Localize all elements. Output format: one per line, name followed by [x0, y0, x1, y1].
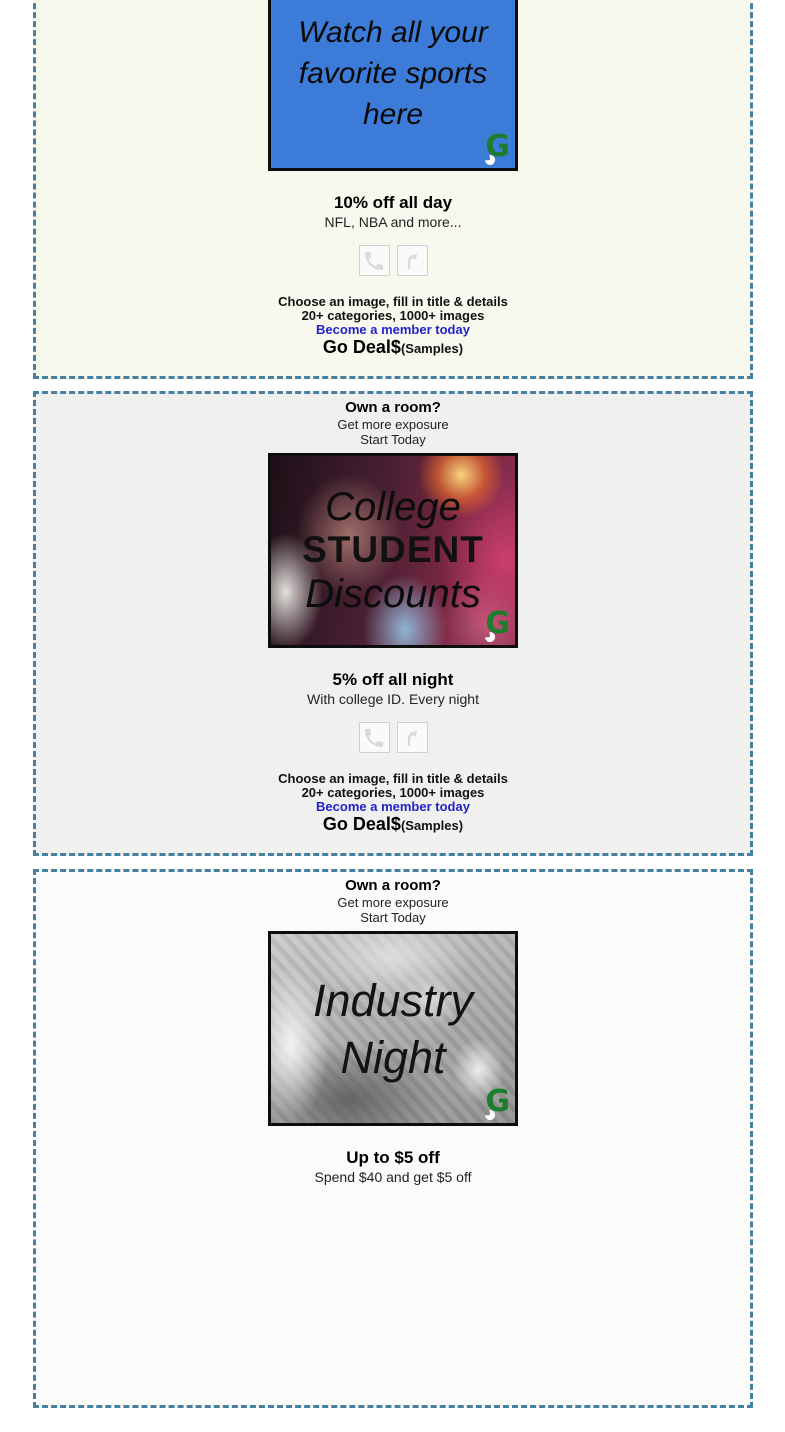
- deal-subtitle: NFL, NBA and more...: [324, 214, 462, 230]
- image-text-line: Watch all your: [298, 16, 488, 49]
- samples-link[interactable]: (Samples): [400, 818, 464, 833]
- own-room-title: Own a room?: [345, 877, 441, 894]
- go-deals-brand: Go Deal$: [322, 337, 401, 357]
- exposure-line: Get more exposure: [337, 895, 449, 910]
- image-text-line: Industry: [312, 974, 474, 1026]
- categories-line: 20+ categories, 1000+ images: [301, 785, 485, 800]
- directions-icon: [400, 249, 424, 273]
- membership-promo: [36, 295, 750, 359]
- start-today-line: Start Today: [360, 910, 426, 925]
- image-text-line: STUDENT: [302, 528, 484, 570]
- go-deals-brand: Go Deal$: [322, 814, 401, 834]
- deal-image-sports[interactable]: [268, 0, 518, 171]
- call-button[interactable]: [359, 245, 390, 276]
- image-text-line: College: [325, 484, 461, 529]
- choose-image-line: Choose an image, fill in title & details: [278, 771, 508, 786]
- samples-link[interactable]: (Samples): [400, 341, 464, 356]
- deal-title: 5% off all night: [332, 670, 454, 689]
- own-room-header: [36, 394, 750, 447]
- deal-subtitle: Spend $40 and get $5 off: [314, 1169, 472, 1185]
- own-room-header: [36, 872, 750, 925]
- card-gap: [0, 379, 785, 391]
- deal-image-college[interactable]: [268, 453, 518, 648]
- go-deals-logo-icon: G: [481, 1086, 513, 1122]
- deal-title: Up to $5 off: [346, 1148, 440, 1167]
- image-text-line: favorite sports: [298, 57, 488, 90]
- directions-button[interactable]: [397, 245, 428, 276]
- deal-subtitle: With college ID. Every night: [307, 691, 479, 707]
- categories-line: 20+ categories, 1000+ images: [301, 308, 485, 323]
- choose-image-line: Choose an image, fill in title & details: [278, 294, 508, 309]
- image-text-line: here: [362, 98, 424, 131]
- own-room-title: Own a room?: [345, 399, 441, 416]
- phone-icon: [362, 249, 386, 273]
- go-deals-logo-icon: G: [481, 608, 513, 644]
- image-text-line: Discounts: [305, 571, 481, 616]
- contact-icon-row: [36, 722, 750, 753]
- card-gap: [0, 856, 785, 869]
- contact-icon-row: [36, 245, 750, 276]
- directions-icon: [400, 726, 424, 750]
- become-member-link[interactable]: Become a member today: [316, 799, 470, 814]
- call-button[interactable]: [359, 722, 390, 753]
- deal-image-industry[interactable]: [268, 931, 518, 1126]
- start-today-line: Start Today: [360, 432, 426, 447]
- deal-card-sports: [33, 0, 753, 379]
- exposure-line: Get more exposure: [337, 417, 449, 432]
- membership-promo: [36, 772, 750, 836]
- deal-title: 10% off all day: [333, 193, 453, 212]
- deal-card-industry: [33, 869, 753, 1408]
- phone-icon: [362, 726, 386, 750]
- directions-button[interactable]: [397, 722, 428, 753]
- become-member-link[interactable]: Become a member today: [316, 322, 470, 337]
- go-deals-logo-icon: G: [481, 131, 513, 167]
- deal-card-college: [33, 391, 753, 856]
- image-text-line: Night: [340, 1031, 446, 1083]
